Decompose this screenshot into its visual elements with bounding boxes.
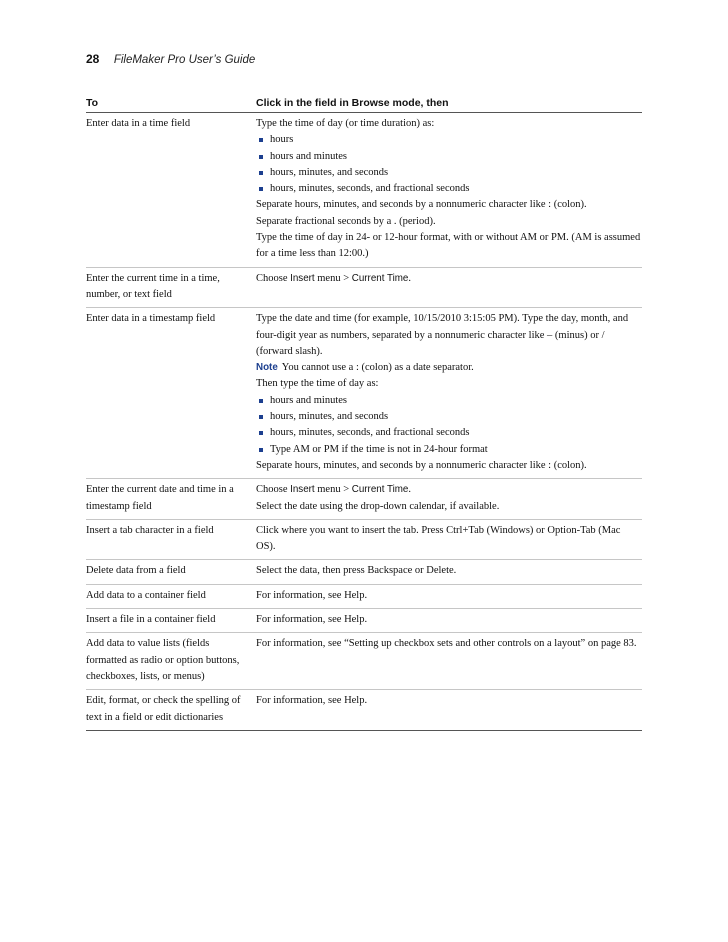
bullet-text: hours, minutes, seconds, and fractional seconds	[270, 427, 470, 439]
task-cell: Enter data in a time field	[86, 118, 191, 129]
page-header	[86, 50, 255, 68]
action-cell: For information, see Help.	[256, 695, 368, 707]
bullet-text: Type AM or PM if the time is not in 24-hour format	[270, 443, 488, 455]
text: Choose	[256, 484, 291, 496]
bullet-square-icon	[259, 448, 263, 452]
bullet-text: hours, minutes, seconds, and fractional seconds	[270, 183, 470, 195]
bullet-square-icon	[259, 155, 263, 159]
note-paragraph	[256, 360, 642, 376]
action-cell	[256, 482, 642, 515]
task-cell: Enter the current date and time in a timestamp field	[86, 484, 234, 512]
text: .	[408, 484, 412, 496]
instructions-table	[86, 97, 642, 731]
paragraph: Separate hours, minutes, and seconds by a nonnumeric character like : (colon).	[256, 459, 587, 471]
current-time-command: Current Time	[351, 484, 409, 496]
paragraph: Type the time of day (or time duration) as:	[256, 118, 435, 129]
bullet-square-icon	[259, 431, 263, 435]
bullet-item	[256, 149, 642, 165]
paragraph: Type the date and time (for example, 10/15/2010 3:15:05 PM). Type the day, month, and four-digit year as numbers, separated by a nonnumeric character like – (minus) or / (forward slash).	[256, 313, 629, 357]
note-text: You cannot use a : (colon) as a date separator.	[281, 362, 474, 374]
page-number: 28	[86, 52, 100, 66]
bullet-item	[256, 425, 642, 441]
table-row	[86, 520, 642, 561]
action-cell: Select the data, then press Backspace or Delete.	[256, 565, 457, 577]
table-row	[86, 560, 642, 584]
action-cell	[256, 271, 642, 304]
column-header-action: Click in the field in Browse mode, then	[256, 97, 449, 109]
action-cell: For information, see Help.	[256, 589, 368, 601]
paragraph: Then type the time of day as:	[256, 378, 379, 390]
action-cell	[256, 311, 642, 474]
bullet-item	[256, 165, 642, 181]
table-row	[86, 690, 642, 731]
bullet-item	[256, 442, 642, 458]
task-cell: Add data to a container field	[86, 589, 206, 601]
bullet-text: hours and minutes	[270, 150, 347, 162]
text: menu >	[314, 484, 352, 496]
task-cell: Insert a tab character in a field	[86, 524, 214, 536]
text: Choose	[256, 272, 291, 284]
task-cell: Delete data from a field	[86, 565, 186, 577]
bullet-square-icon	[259, 187, 263, 191]
action-cell: For information, see “Setting up checkbox sets and other controls on a layout” on page 83.	[256, 638, 637, 650]
action-cell: For information, see Help.	[256, 614, 368, 626]
task-cell: Edit, format, or check the spelling of text in a field or edit dictionaries	[86, 695, 241, 723]
table-header	[86, 97, 642, 113]
paragraph	[256, 271, 642, 287]
column-header-to: To	[86, 97, 99, 109]
bullet-text: hours, minutes, and seconds	[270, 166, 389, 178]
table-row	[86, 609, 642, 633]
bullet-square-icon	[259, 171, 263, 175]
paragraph: Separate hours, minutes, and seconds by a nonnumeric character like : (colon).	[256, 199, 587, 211]
insert-menu-name: Insert	[290, 484, 315, 496]
paragraph: Separate fractional seconds by a . (period).	[256, 215, 436, 227]
paragraph: Select the date using the drop-down calendar, if available.	[256, 500, 500, 512]
paragraph: Type the time of day in 24- or 12-hour format, with or without AM or PM. (AM is assumed for a time less than 12:00.)	[256, 232, 641, 260]
text: menu >	[314, 272, 352, 284]
table-row	[86, 268, 642, 309]
text: .	[408, 272, 412, 284]
task-cell: Insert a file in a container field	[86, 614, 216, 626]
bullet-item	[256, 181, 642, 197]
table-row	[86, 633, 642, 690]
table-row	[86, 113, 642, 268]
bullet-text: hours, minutes, and seconds	[270, 411, 389, 423]
paragraph	[256, 482, 642, 498]
bullet-square-icon	[259, 399, 263, 403]
task-cell: Enter the current time in a time, number, or text field	[86, 272, 220, 300]
bullet-text: hours	[270, 134, 294, 146]
bullet-square-icon	[259, 415, 263, 419]
bullet-item	[256, 409, 642, 425]
task-cell: Add data to value lists (fields formatted as radio or option buttons, checkboxes, lists, or menus)	[86, 638, 240, 682]
task-cell: Enter data in a timestamp field	[86, 313, 216, 325]
action-cell: Click where you want to insert the tab. Press Ctrl+Tab (Windows) or Option-Tab (Mac OS).	[256, 524, 621, 553]
table-row	[86, 308, 642, 479]
bullet-square-icon	[259, 138, 263, 142]
guide-title: FileMaker Pro User’s Guide	[113, 54, 256, 66]
table-row	[86, 585, 642, 609]
bullet-text: hours and minutes	[270, 394, 347, 406]
table-row	[86, 479, 642, 520]
bullet-item	[256, 393, 642, 409]
current-time-command: Current Time	[351, 272, 409, 284]
bullet-item	[256, 132, 642, 148]
note-label: Note	[256, 362, 278, 374]
insert-menu-name: Insert	[290, 272, 315, 284]
action-cell	[256, 116, 642, 263]
